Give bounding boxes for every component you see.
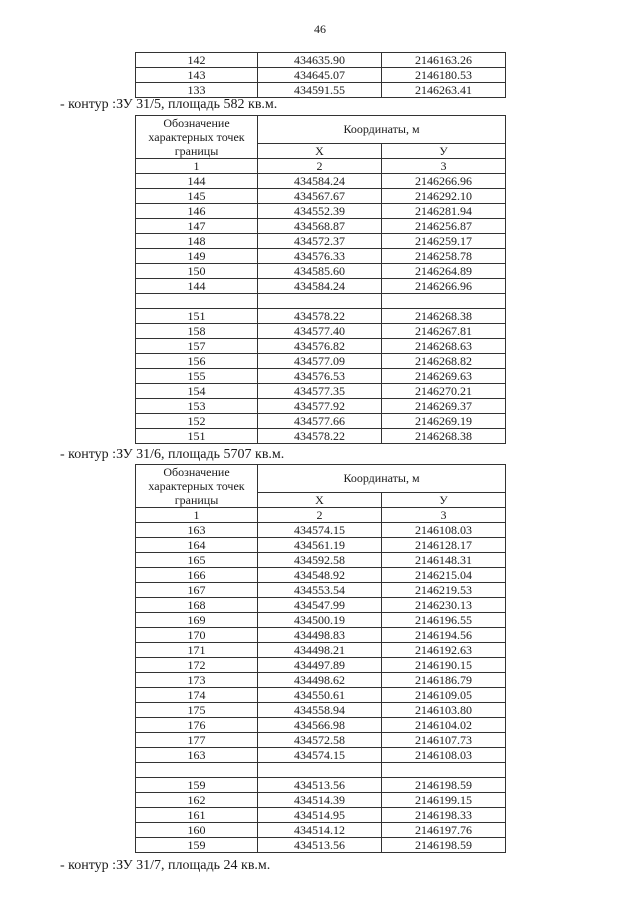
coordinate-x: 434584.24 <box>258 279 382 294</box>
point-number: 154 <box>136 384 258 399</box>
point-number: 164 <box>136 538 258 553</box>
coordinate-y: 2146269.37 <box>382 399 506 414</box>
coordinate-x: 434553.54 <box>258 583 382 598</box>
table-row <box>136 748 506 763</box>
point-number: 158 <box>136 324 258 339</box>
point-number: 171 <box>136 643 258 658</box>
coordinate-y: 2146219.53 <box>382 583 506 598</box>
point-number: 174 <box>136 688 258 703</box>
table-body <box>136 523 506 853</box>
table-row <box>136 234 506 249</box>
point-number: 157 <box>136 339 258 354</box>
point-number: 133 <box>136 83 258 98</box>
coordinate-x: 434578.22 <box>258 309 382 324</box>
coordinate-y: 2146180.53 <box>382 68 506 83</box>
coordinate-y: 2146128.17 <box>382 538 506 553</box>
table-row <box>136 553 506 568</box>
coordinate-x: 434584.24 <box>258 174 382 189</box>
table-row <box>136 808 506 823</box>
column-number-3: 3 <box>382 159 506 174</box>
point-number: 173 <box>136 673 258 688</box>
table-row <box>136 823 506 838</box>
table-row <box>136 598 506 613</box>
coordinate-y: 2146269.19 <box>382 414 506 429</box>
contour-label-zu-31-5: - контур :ЗУ 31/5, площадь 582 кв.м. <box>60 97 278 112</box>
coordinate-x: 434592.58 <box>258 553 382 568</box>
table-row <box>136 68 506 83</box>
coordinate-y: 2146259.17 <box>382 234 506 249</box>
coordinate-x: 434572.37 <box>258 234 382 249</box>
table-row <box>136 369 506 384</box>
point-number: 175 <box>136 703 258 718</box>
table-body <box>136 174 506 444</box>
coordinate-x: 434548.92 <box>258 568 382 583</box>
point-number: 151 <box>136 309 258 324</box>
coordinate-y <box>382 294 506 309</box>
coordinate-y: 2146108.03 <box>382 523 506 538</box>
point-number: 153 <box>136 399 258 414</box>
table-row <box>136 384 506 399</box>
header-point-designation: Обозначение характерных точек границы <box>136 465 258 508</box>
table-row <box>136 294 506 309</box>
point-number: 146 <box>136 204 258 219</box>
coordinate-y: 2146198.33 <box>382 808 506 823</box>
point-number: 160 <box>136 823 258 838</box>
table-row <box>136 189 506 204</box>
coordinate-x: 434591.55 <box>258 83 382 98</box>
point-number: 177 <box>136 733 258 748</box>
coordinate-x: 434514.12 <box>258 823 382 838</box>
coordinate-y: 2146190.15 <box>382 658 506 673</box>
point-number <box>136 294 258 309</box>
point-number: 172 <box>136 658 258 673</box>
table-row <box>136 324 506 339</box>
column-number-1: 1 <box>136 508 258 523</box>
coordinate-x: 434577.35 <box>258 384 382 399</box>
point-number: 165 <box>136 553 258 568</box>
column-number-3: 3 <box>382 508 506 523</box>
coordinate-x: 434635.90 <box>258 53 382 68</box>
coordinate-x: 434576.53 <box>258 369 382 384</box>
point-number: 163 <box>136 523 258 538</box>
coordinate-x: 434577.92 <box>258 399 382 414</box>
table-row <box>136 793 506 808</box>
coordinate-x: 434576.82 <box>258 339 382 354</box>
coordinate-y: 2146230.13 <box>382 598 506 613</box>
table-row <box>136 778 506 793</box>
table-row <box>136 309 506 324</box>
coordinate-x: 434572.58 <box>258 733 382 748</box>
coordinate-y: 2146264.89 <box>382 264 506 279</box>
header-coordinates: Координаты, м <box>258 465 506 493</box>
header-y: У <box>382 493 506 508</box>
table-row <box>136 628 506 643</box>
coordinate-x: 434498.62 <box>258 673 382 688</box>
point-number: 147 <box>136 219 258 234</box>
coordinate-x: 434574.15 <box>258 523 382 538</box>
coordinate-y: 2146268.38 <box>382 309 506 324</box>
table-row <box>136 523 506 538</box>
coordinate-y: 2146103.80 <box>382 703 506 718</box>
point-number: 159 <box>136 838 258 853</box>
coordinates-table-zu-31-5 <box>135 115 506 444</box>
header-coordinates: Координаты, м <box>258 116 506 144</box>
table-row <box>136 339 506 354</box>
header-x: X <box>258 144 382 159</box>
point-number: 170 <box>136 628 258 643</box>
point-number: 163 <box>136 748 258 763</box>
header-x: X <box>258 493 382 508</box>
coordinate-y: 2146148.31 <box>382 553 506 568</box>
point-number: 144 <box>136 279 258 294</box>
coordinate-y: 2146107.73 <box>382 733 506 748</box>
point-number: 167 <box>136 583 258 598</box>
coordinate-x: 434498.83 <box>258 628 382 643</box>
point-number: 161 <box>136 808 258 823</box>
coordinate-y: 2146256.87 <box>382 219 506 234</box>
coordinate-x: 434645.07 <box>258 68 382 83</box>
coordinate-y: 2146198.59 <box>382 838 506 853</box>
coordinate-y: 2146269.63 <box>382 369 506 384</box>
coordinate-y: 2146198.59 <box>382 778 506 793</box>
column-number-1: 1 <box>136 159 258 174</box>
point-number <box>136 763 258 778</box>
coordinate-y: 2146258.78 <box>382 249 506 264</box>
coordinate-y: 2146109.05 <box>382 688 506 703</box>
table-row <box>136 718 506 733</box>
point-number: 169 <box>136 613 258 628</box>
coordinate-x: 434578.22 <box>258 429 382 444</box>
coordinate-x: 434561.19 <box>258 538 382 553</box>
table-row <box>136 53 506 68</box>
coordinates-table-continuation <box>135 52 506 98</box>
coordinate-y: 2146266.96 <box>382 279 506 294</box>
table-row <box>136 688 506 703</box>
table-row <box>136 279 506 294</box>
point-number: 144 <box>136 174 258 189</box>
coordinate-y: 2146281.94 <box>382 204 506 219</box>
table-row <box>136 658 506 673</box>
coordinate-x: 434547.99 <box>258 598 382 613</box>
page-number: 46 <box>314 22 326 36</box>
coordinate-x: 434567.67 <box>258 189 382 204</box>
coordinate-y: 2146268.82 <box>382 354 506 369</box>
table-row <box>136 249 506 264</box>
table-row <box>136 613 506 628</box>
coordinate-x: 434576.33 <box>258 249 382 264</box>
coordinate-y: 2146215.04 <box>382 568 506 583</box>
coordinate-x: 434514.39 <box>258 793 382 808</box>
table-row <box>136 538 506 553</box>
point-number: 142 <box>136 53 258 68</box>
coordinate-y: 2146267.81 <box>382 324 506 339</box>
point-number: 150 <box>136 264 258 279</box>
coordinate-x: 434500.19 <box>258 613 382 628</box>
coordinate-y: 2146292.10 <box>382 189 506 204</box>
coordinate-x: 434568.87 <box>258 219 382 234</box>
coordinate-y: 2146199.15 <box>382 793 506 808</box>
table-row <box>136 568 506 583</box>
header-point-designation: Обозначение характерных точек границы <box>136 116 258 159</box>
point-number: 159 <box>136 778 258 793</box>
point-number: 148 <box>136 234 258 249</box>
coordinate-x: 434577.09 <box>258 354 382 369</box>
coordinate-y: 2146104.02 <box>382 718 506 733</box>
contour-label-zu-31-6: - контур :ЗУ 31/6, площадь 5707 кв.м. <box>60 447 285 462</box>
coordinate-y: 2146268.63 <box>382 339 506 354</box>
header-y: У <box>382 144 506 159</box>
point-number: 176 <box>136 718 258 733</box>
table-row <box>136 399 506 414</box>
table-row <box>136 673 506 688</box>
table-row <box>136 219 506 234</box>
table-body <box>136 53 506 98</box>
coordinate-y: 2146108.03 <box>382 748 506 763</box>
point-number: 162 <box>136 793 258 808</box>
point-number: 156 <box>136 354 258 369</box>
table-row <box>136 204 506 219</box>
point-number: 168 <box>136 598 258 613</box>
coordinate-y: 2146163.26 <box>382 53 506 68</box>
table-row <box>136 429 506 444</box>
point-number: 149 <box>136 249 258 264</box>
coordinate-x: 434585.60 <box>258 264 382 279</box>
contour-label-zu-31-7: - контур :ЗУ 31/7, площадь 24 кв.м. <box>60 858 271 873</box>
table-row <box>136 414 506 429</box>
coordinate-x: 434550.61 <box>258 688 382 703</box>
coordinate-x: 434513.56 <box>258 838 382 853</box>
coordinate-x: 434577.40 <box>258 324 382 339</box>
coordinate-x: 434497.89 <box>258 658 382 673</box>
table-row <box>136 643 506 658</box>
table-row <box>136 354 506 369</box>
table-row <box>136 838 506 853</box>
coordinate-x <box>258 294 382 309</box>
coordinate-x <box>258 763 382 778</box>
coordinate-x: 434577.66 <box>258 414 382 429</box>
table-row <box>136 733 506 748</box>
table-row <box>136 264 506 279</box>
point-number: 155 <box>136 369 258 384</box>
coordinate-y: 2146197.76 <box>382 823 506 838</box>
coordinate-x: 434552.39 <box>258 204 382 219</box>
coordinates-table-zu-31-6 <box>135 464 506 853</box>
coordinate-y: 2146270.21 <box>382 384 506 399</box>
coordinate-y: 2146268.38 <box>382 429 506 444</box>
table-row <box>136 583 506 598</box>
coordinate-x: 434513.56 <box>258 778 382 793</box>
coordinate-y: 2146266.96 <box>382 174 506 189</box>
point-number: 151 <box>136 429 258 444</box>
coordinate-x: 434514.95 <box>258 808 382 823</box>
point-number: 152 <box>136 414 258 429</box>
coordinate-y: 2146194.56 <box>382 628 506 643</box>
coordinate-y: 2146263.41 <box>382 83 506 98</box>
coordinate-y: 2146196.55 <box>382 613 506 628</box>
table-row <box>136 703 506 718</box>
point-number: 145 <box>136 189 258 204</box>
coordinate-x: 434498.21 <box>258 643 382 658</box>
point-number: 166 <box>136 568 258 583</box>
coordinate-y: 2146192.63 <box>382 643 506 658</box>
coordinate-y: 2146186.79 <box>382 673 506 688</box>
table-row <box>136 83 506 98</box>
table-row <box>136 174 506 189</box>
coordinate-y <box>382 763 506 778</box>
coordinate-x: 434574.15 <box>258 748 382 763</box>
coordinate-x: 434566.98 <box>258 718 382 733</box>
coordinate-x: 434558.94 <box>258 703 382 718</box>
table-row <box>136 763 506 778</box>
column-number-2: 2 <box>258 508 382 523</box>
column-number-2: 2 <box>258 159 382 174</box>
point-number: 143 <box>136 68 258 83</box>
